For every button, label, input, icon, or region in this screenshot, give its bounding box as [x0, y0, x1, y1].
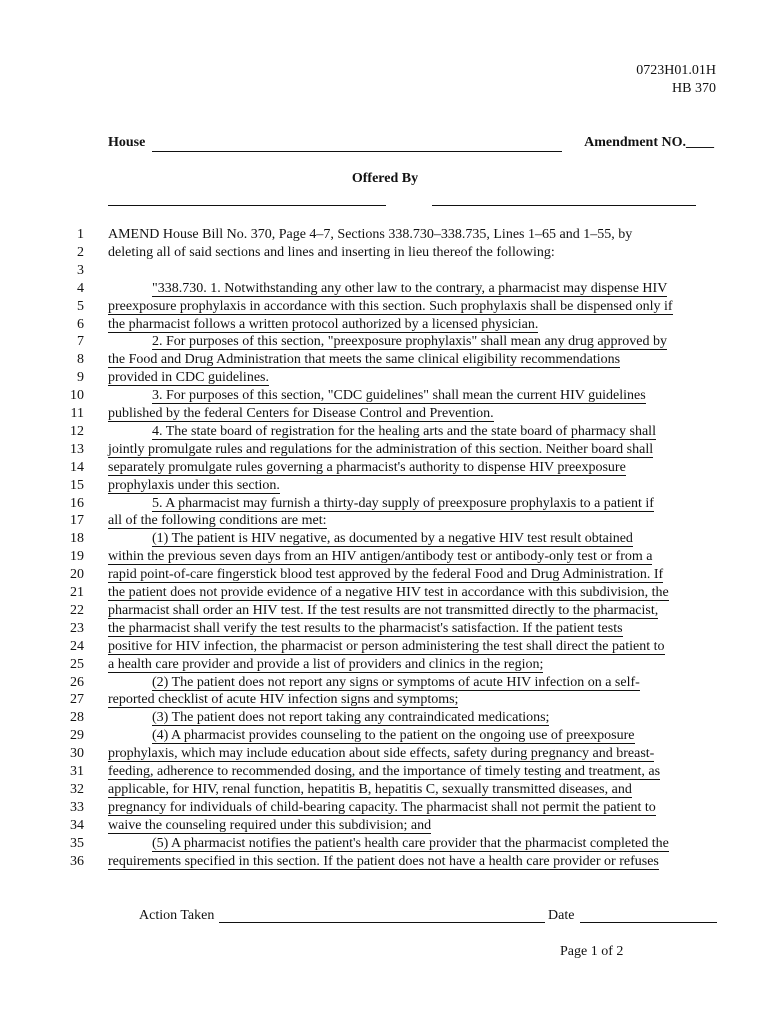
- line-text: [108, 387, 762, 405]
- house-label: House: [108, 135, 146, 150]
- line-text-content: rapid point-of-care fingerstick blood test approved by the federal Food and Drug Administration. If: [108, 567, 664, 583]
- date-blank: [580, 922, 717, 923]
- line-text-content: prophylaxis, which may include education about side effects, safety during pregnancy and breast-: [108, 746, 655, 762]
- line-text: [108, 530, 762, 548]
- line-number: 10: [70, 388, 84, 404]
- line-number: 18: [70, 531, 84, 547]
- line-text-content: 2. For purposes of this section, "preexposure prophylaxis" shall mean any drug approved by: [152, 334, 667, 350]
- document-code: 0723H01.01H: [636, 63, 716, 78]
- line-text-content: all of the following conditions are met:: [108, 513, 327, 529]
- line-text: [108, 817, 718, 835]
- line-text: [108, 566, 718, 584]
- line-text: [108, 602, 718, 620]
- line-text-content: requirements specified in this section. If the patient does not have a health care provider or refuses: [108, 853, 659, 869]
- line-text: [108, 709, 762, 727]
- signature-line-right: [432, 205, 696, 206]
- line-text: [108, 727, 762, 745]
- line-number: 5: [77, 298, 84, 314]
- page-number: Page 1 of 2: [560, 944, 624, 959]
- line-number: 6: [77, 316, 84, 332]
- line-number: 23: [70, 620, 84, 636]
- line-number: 35: [70, 835, 84, 851]
- line-text-content: pregnancy for individuals of child-bearing capacity. The pharmacist shall not permit the patient to: [108, 799, 656, 815]
- line-text-content: a health care provider and provide a list of providers and clinics in the region;: [108, 656, 544, 672]
- offered-by-label: Offered By: [351, 171, 419, 186]
- line-number: 9: [77, 370, 84, 386]
- line-text-content: preexposure prophylaxis in accordance with this section. Such prophylaxis shall be dispensed only if: [108, 298, 673, 314]
- line-text-content: feeding, adherence to recommended dosing, and the importance of timely testing and treatment, as: [108, 764, 661, 779]
- line-text-content: (2) The patient does not report any signs or symptoms of acute HIV infection on a self-: [152, 674, 640, 690]
- line-text: [108, 226, 718, 244]
- line-text-content: pharmacist shall order an HIV test. If the test results are not transmitted directly to the pharmacist,: [108, 602, 659, 618]
- line-text-content: "338.730. 1. Notwithstanding any other law to the contrary, a pharmacist may dispense HIV: [152, 280, 668, 296]
- line-text: [108, 620, 718, 638]
- line-number: 36: [70, 853, 84, 869]
- line-text-content: (4) A pharmacist provides counseling to the patient on the ongoing use of preexposure: [152, 728, 635, 744]
- line-text: [108, 853, 718, 871]
- line-number: 3: [77, 262, 84, 278]
- line-text-content: 4. The state board of registration for the healing arts and the state board of pharmacy shall: [152, 423, 656, 439]
- line-text: [108, 316, 718, 334]
- line-text: [108, 459, 718, 477]
- line-text-content: separately promulgate rules governing a pharmacist's authority to dispense HIV preexposure: [108, 459, 626, 475]
- action-taken-blank: [219, 922, 545, 923]
- line-text-content: AMEND House Bill No. 370, Page 4–7, Sections 338.730–338.735, Lines 1–65 and 1–55, by: [108, 227, 633, 242]
- line-text: [108, 298, 718, 316]
- bill-number: HB 370: [672, 81, 716, 96]
- line-number: 24: [70, 638, 84, 654]
- line-text: [108, 280, 762, 298]
- line-number: 21: [70, 585, 84, 600]
- line-text: [108, 495, 762, 513]
- line-number: 13: [70, 441, 84, 457]
- line-number: 1: [77, 227, 84, 242]
- line-number: 7: [77, 334, 84, 350]
- line-number: 16: [70, 495, 84, 511]
- line-text: [108, 441, 718, 459]
- line-text-content: positive for HIV infection, the pharmacist or person administering the test shall direct the patient to: [108, 638, 665, 654]
- line-text: [108, 674, 762, 692]
- line-number: 12: [70, 423, 84, 439]
- line-number: 4: [77, 280, 84, 296]
- line-text: [108, 351, 718, 369]
- line-text: [108, 369, 718, 387]
- line-number: 22: [70, 602, 84, 618]
- line-text: [108, 548, 718, 566]
- line-text: [108, 512, 718, 530]
- line-text-content: the pharmacist follows a written protocol authorized by a licensed physician.: [108, 316, 539, 332]
- line-text: [108, 333, 762, 351]
- line-number: 8: [77, 352, 84, 368]
- line-number: 31: [70, 764, 84, 779]
- line-number: 11: [70, 406, 84, 421]
- line-text-content: provided in CDC guidelines.: [108, 370, 269, 386]
- line-text-content: within the previous seven days from an HIV antigen/antibody test or antibody-only test or from a: [108, 549, 653, 565]
- line-text: [108, 584, 718, 602]
- action-taken-label: Action Taken: [139, 908, 215, 923]
- line-text-content: jointly promulgate rules and regulations for the administration of this section. Neither board shall: [108, 441, 654, 457]
- line-text: [108, 423, 762, 441]
- line-text-content: (5) A pharmacist notifies the patient's health care provider that the pharmacist completed the: [152, 835, 669, 851]
- line-text: [108, 763, 718, 781]
- line-text-content: (1) The patient is HIV negative, as documented by a negative HIV test result obtained: [152, 531, 633, 547]
- line-text: [108, 244, 718, 262]
- line-text-content: reported checklist of acute HIV infection signs and symptoms;: [108, 692, 459, 708]
- line-text: [108, 745, 718, 763]
- line-text-content: the patient does not provide evidence of a negative HIV test in accordance with this subdivision, the: [108, 585, 669, 600]
- signature-line-left: [108, 205, 386, 206]
- line-text: [108, 799, 718, 817]
- line-text: [108, 656, 718, 674]
- date-label: Date: [548, 908, 575, 923]
- line-number: 32: [70, 781, 84, 797]
- line-number: 14: [70, 459, 84, 475]
- amendment-number-label: Amendment NO.____: [584, 135, 714, 150]
- line-number: 25: [70, 656, 84, 672]
- house-blank-line: [152, 151, 562, 152]
- line-text-content: deleting all of said sections and lines and inserting in lieu thereof the following:: [108, 244, 555, 260]
- line-text-content: waive the counseling required under this subdivision; and: [108, 817, 432, 833]
- line-text-content: 5. A pharmacist may furnish a thirty-day supply of preexposure prophylaxis to a patient if: [152, 495, 654, 511]
- line-text-content: prophylaxis under this section.: [108, 477, 280, 493]
- line-number: 15: [70, 477, 84, 493]
- line-number: 2: [77, 244, 84, 260]
- line-text-content: published by the federal Centers for Disease Control and Prevention.: [108, 406, 494, 421]
- line-number: 34: [70, 817, 84, 833]
- line-number: 20: [70, 567, 84, 583]
- line-number: 19: [70, 549, 84, 565]
- line-number: 33: [70, 799, 84, 815]
- line-text: [108, 477, 718, 495]
- line-text: [108, 781, 718, 799]
- line-number: 29: [70, 728, 84, 744]
- line-number: 28: [70, 710, 84, 726]
- line-text: [108, 835, 762, 853]
- line-text: [108, 638, 718, 656]
- line-number: 26: [70, 674, 84, 690]
- line-text-content: the Food and Drug Administration that meets the same clinical eligibility recommendations: [108, 352, 621, 368]
- line-text: [108, 405, 718, 423]
- line-number: 27: [70, 692, 84, 708]
- line-text-content: (3) The patient does not report taking any contraindicated medications;: [152, 710, 550, 726]
- line-text-content: 3. For purposes of this section, "CDC guidelines" shall mean the current HIV guidelines: [152, 388, 646, 404]
- line-number: 17: [70, 513, 84, 529]
- line-text: [108, 691, 718, 709]
- line-text-content: the pharmacist shall verify the test results to the pharmacist's satisfaction. If the patient tests: [108, 620, 623, 636]
- line-text-content: applicable, for HIV, renal function, hepatitis B, hepatitis C, sexually transmitted diseases, and: [108, 781, 632, 797]
- line-number: 30: [70, 746, 84, 762]
